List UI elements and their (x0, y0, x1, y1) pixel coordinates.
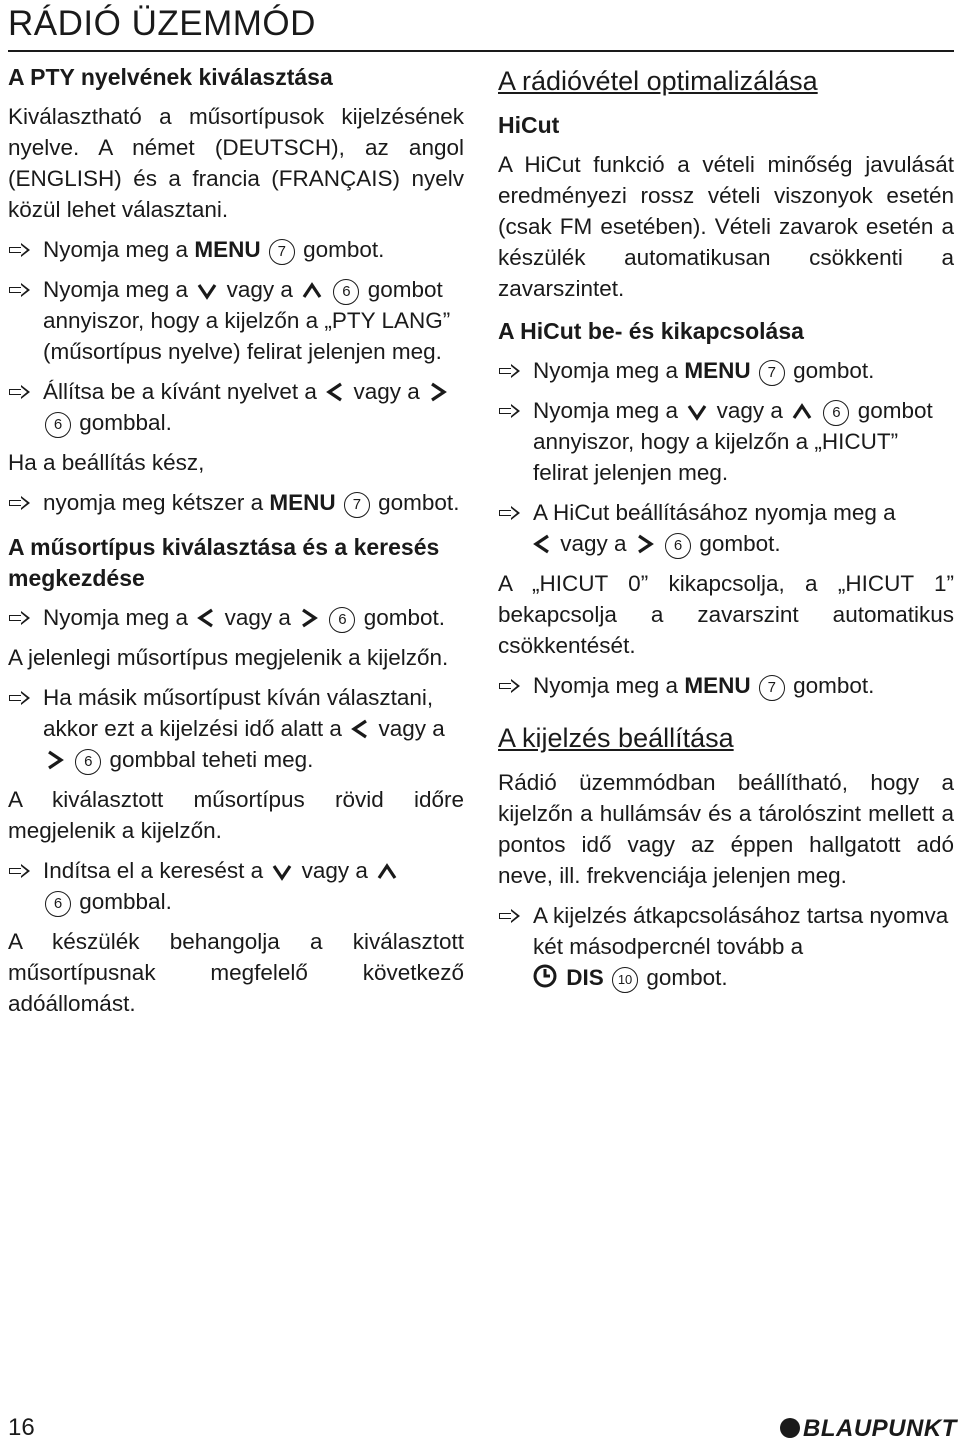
step: A kijelzés átkapcsolásához tartsa nyomva két másodpercnél tovább a DIS 10 gombot. (498, 900, 954, 993)
menu-key-label: MENU (194, 237, 261, 262)
up-arrow-icon (377, 863, 397, 881)
button-number-badge: 7 (759, 675, 785, 701)
pty-language-intro: Kiválasztható a műsortípusok kijelzésének nyelve. A német (DEUTSCH), az angol (ENGLISH) és a francia (FRANÇAIS) nyelv közül lehet választani. (8, 104, 464, 222)
right-arrow-icon (429, 382, 447, 402)
step-arrow-icon (9, 389, 21, 395)
button-number-badge: 6 (823, 400, 849, 426)
step-arrow-icon (499, 408, 511, 414)
step: Nyomja meg a vagy a 6 gombot annyiszor, hogy a kijelzőn a „HICUT” felirat jelenjen meg. (498, 395, 954, 488)
step: Állítsa be a kívánt nyelvet a vagy a 6 gombbal. (8, 376, 464, 438)
button-number-badge: 6 (333, 279, 359, 305)
left-arrow-icon (533, 534, 551, 554)
button-number-badge: 7 (269, 239, 295, 265)
page-title: RÁDIÓ ÜZEMMÓD (8, 4, 316, 43)
display-settings-heading: A kijelzés beállítása (498, 723, 734, 753)
pty-search-heading: A műsortípus kiválasztása és a keresés megkezdése (8, 534, 440, 591)
down-arrow-icon (197, 282, 217, 300)
button-number-badge: 10 (612, 967, 638, 993)
step-arrow-icon (9, 615, 21, 621)
button-number-badge: 6 (45, 891, 71, 917)
left-arrow-icon (326, 382, 344, 402)
step-arrow-icon (9, 695, 21, 701)
brand-name: BLAUPUNKT (803, 1415, 957, 1442)
paragraph: A kiválasztott műsortípus rövid időre megjelenik a kijelzőn. (8, 787, 464, 843)
menu-key-label: MENU (269, 490, 336, 515)
left-column (8, 62, 464, 1028)
step: Nyomja meg a MENU 7 gombot. (498, 670, 954, 701)
menu-key-label: MENU (684, 673, 751, 698)
step-arrow-icon (9, 247, 21, 253)
up-arrow-icon (302, 282, 322, 300)
paragraph: A „HICUT 0” kikapcsolja, a „HICUT 1” bekapcsolja a zavarszint automatikus csökkentését. (498, 571, 954, 658)
paragraph: A készülék behangolja a kiválasztott műsortípusnak megfelelő következő adóállomást. (8, 929, 464, 1016)
paragraph: Rádió üzemmódban beállítható, hogy a kijelzőn a hullámsáv és a tárolószint mellett a pontos idő vagy az éppen hallgatott adó neve, ill. frekvenciája jelenjen meg. (498, 770, 954, 888)
right-arrow-icon (300, 608, 318, 628)
brand-dot-icon (780, 1418, 800, 1438)
button-number-badge: 7 (759, 360, 785, 386)
pty-language-heading: A PTY nyelvének kiválasztása (8, 64, 333, 90)
paragraph: Ha a beállítás kész, (8, 450, 205, 475)
left-arrow-icon (197, 608, 215, 628)
down-arrow-icon (687, 403, 707, 421)
down-arrow-icon (272, 863, 292, 881)
dis-key-label: DIS (566, 965, 604, 990)
step: Nyomja meg a vagy a 6 gombot. (8, 602, 464, 633)
button-number-badge: 6 (75, 749, 101, 775)
button-number-badge: 6 (665, 533, 691, 559)
clock-icon (533, 964, 557, 988)
hicut-heading: HiCut (498, 112, 560, 138)
step-arrow-icon (499, 683, 511, 689)
button-number-badge: 7 (344, 492, 370, 518)
step-arrow-icon (9, 500, 21, 506)
step: Nyomja meg a vagy a 6 gombot annyiszor, hogy a kijelzőn a „PTY LANG” (műsortípus nyelve) felirat jelenjen meg. (8, 274, 464, 367)
paragraph: A jelenlegi műsortípus megjelenik a kijelzőn. (8, 645, 449, 670)
up-arrow-icon (792, 403, 812, 421)
right-arrow-icon (46, 750, 64, 770)
step-arrow-icon (499, 510, 511, 516)
left-arrow-icon (351, 719, 369, 739)
menu-key-label: MENU (684, 358, 751, 383)
reception-optimization-heading: A rádióvétel optimalizálása (498, 66, 818, 96)
step-arrow-icon (9, 287, 21, 293)
right-arrow-icon (636, 534, 654, 554)
step-arrow-icon (9, 868, 21, 874)
title-rule (8, 50, 954, 52)
step: Nyomja meg a MENU 7 gombot. (8, 234, 464, 265)
step: A HiCut beállításához nyomja meg a vagy a 6 gombot. (498, 497, 954, 559)
page-number: 16 (8, 1414, 35, 1441)
brand-logo (780, 1415, 957, 1443)
step: Ha másik műsortípust kíván választani, akkor ezt a kijelzési idő alatt a vagy a 6 gombbal teheti meg. (8, 682, 464, 775)
step-arrow-icon (499, 913, 511, 919)
hicut-toggle-heading: A HiCut be- és kikapcsolása (498, 318, 804, 344)
step-arrow-icon (499, 368, 511, 374)
button-number-badge: 6 (45, 412, 71, 438)
hicut-intro: A HiCut funkció a vételi minőség javulását eredményezi rossz vételi viszonyok esetén (csak FM esetében). Vételi zavarok esetén a készülék automatikusan csökkenti a zavarszintet. (498, 152, 954, 301)
button-number-badge: 6 (329, 607, 355, 633)
step: nyomja meg kétszer a MENU 7 gombot. (8, 487, 464, 518)
step: Indítsa el a keresést a vagy a 6 gombbal. (8, 855, 464, 917)
right-column (498, 62, 954, 1002)
step: Nyomja meg a MENU 7 gombot. (498, 355, 954, 386)
